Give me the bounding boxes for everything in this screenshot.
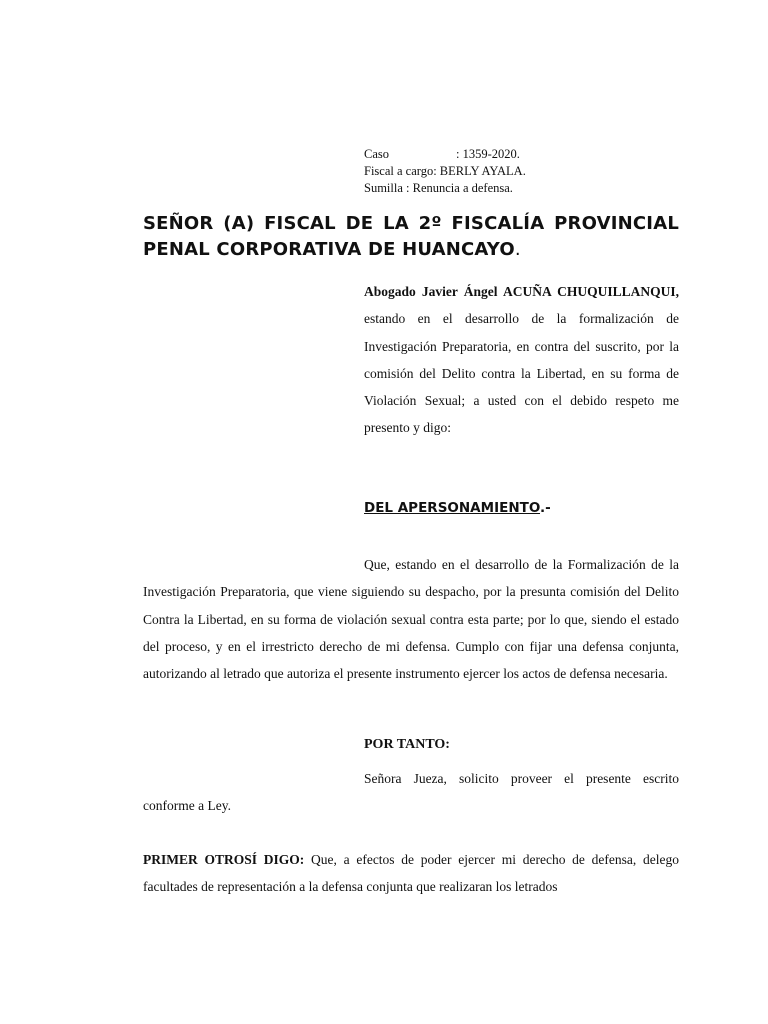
section-heading [364, 497, 551, 519]
case-row [364, 146, 526, 163]
sumilla-row: Sumilla : Renuncia a defensa. [364, 181, 513, 195]
body-paragraph-1: Que, estando en el desarrollo de la Formalización de la Investigación Preparatoria, que viene siguiendo su despacho, por la presunta comisión del Delito Contra la Libertad, en su forma de violación sexual contra esta parte; por lo que, siendo el estado del proceso, y en el irrestricto derecho de mi defensa. Cumplo con fijar una defensa conjunta, autorizando al letrado que autoriza el presente instrumento ejercer los actos de defensa necesaria. [143, 557, 679, 682]
intro-author: Abogado Javier Ángel ACUÑA CHUQUILLANQUI, [364, 284, 679, 299]
addressee-title [143, 211, 679, 263]
otrosi-paragraph [143, 846, 679, 901]
fiscal-row: Fiscal a cargo: BERLY AYALA. [364, 164, 526, 178]
por-tanto-heading: POR TANTO: [364, 737, 450, 752]
addressee-title-text: SEÑOR (A) FISCAL DE LA 2º FISCALÍA PROVINCIAL PENAL CORPORATIVA DE HUANCAYO [143, 213, 679, 260]
case-number: : 1359-2020. [456, 147, 520, 161]
otrosi-text: Que, a efectos de poder ejercer mi derecho de defensa, delego facultades de representación a la defensa conjunta que realizaran los letrados [143, 852, 679, 895]
otrosi-label: PRIMER OTROSÍ DIGO: [143, 852, 305, 867]
body-paragraph-2: Señora Jueza, solicito proveer el presente escrito conforme a Ley. [143, 771, 679, 814]
section-heading-text: DEL APERSONAMIENTO [364, 500, 541, 516]
intro-text: estando en el desarrollo de la formalización de Investigación Preparatoria, en contra del suscrito, por la comisión del Delito contra la Libertad, en su forma de Violación Sexual; a usted con el debido respeto me presento y digo: [364, 311, 679, 436]
addressee-title-period: . [514, 239, 521, 260]
intro-paragraph [364, 278, 679, 442]
section-heading-suffix: .- [540, 500, 551, 516]
case-label: Caso [364, 147, 389, 161]
case-header [364, 146, 526, 197]
